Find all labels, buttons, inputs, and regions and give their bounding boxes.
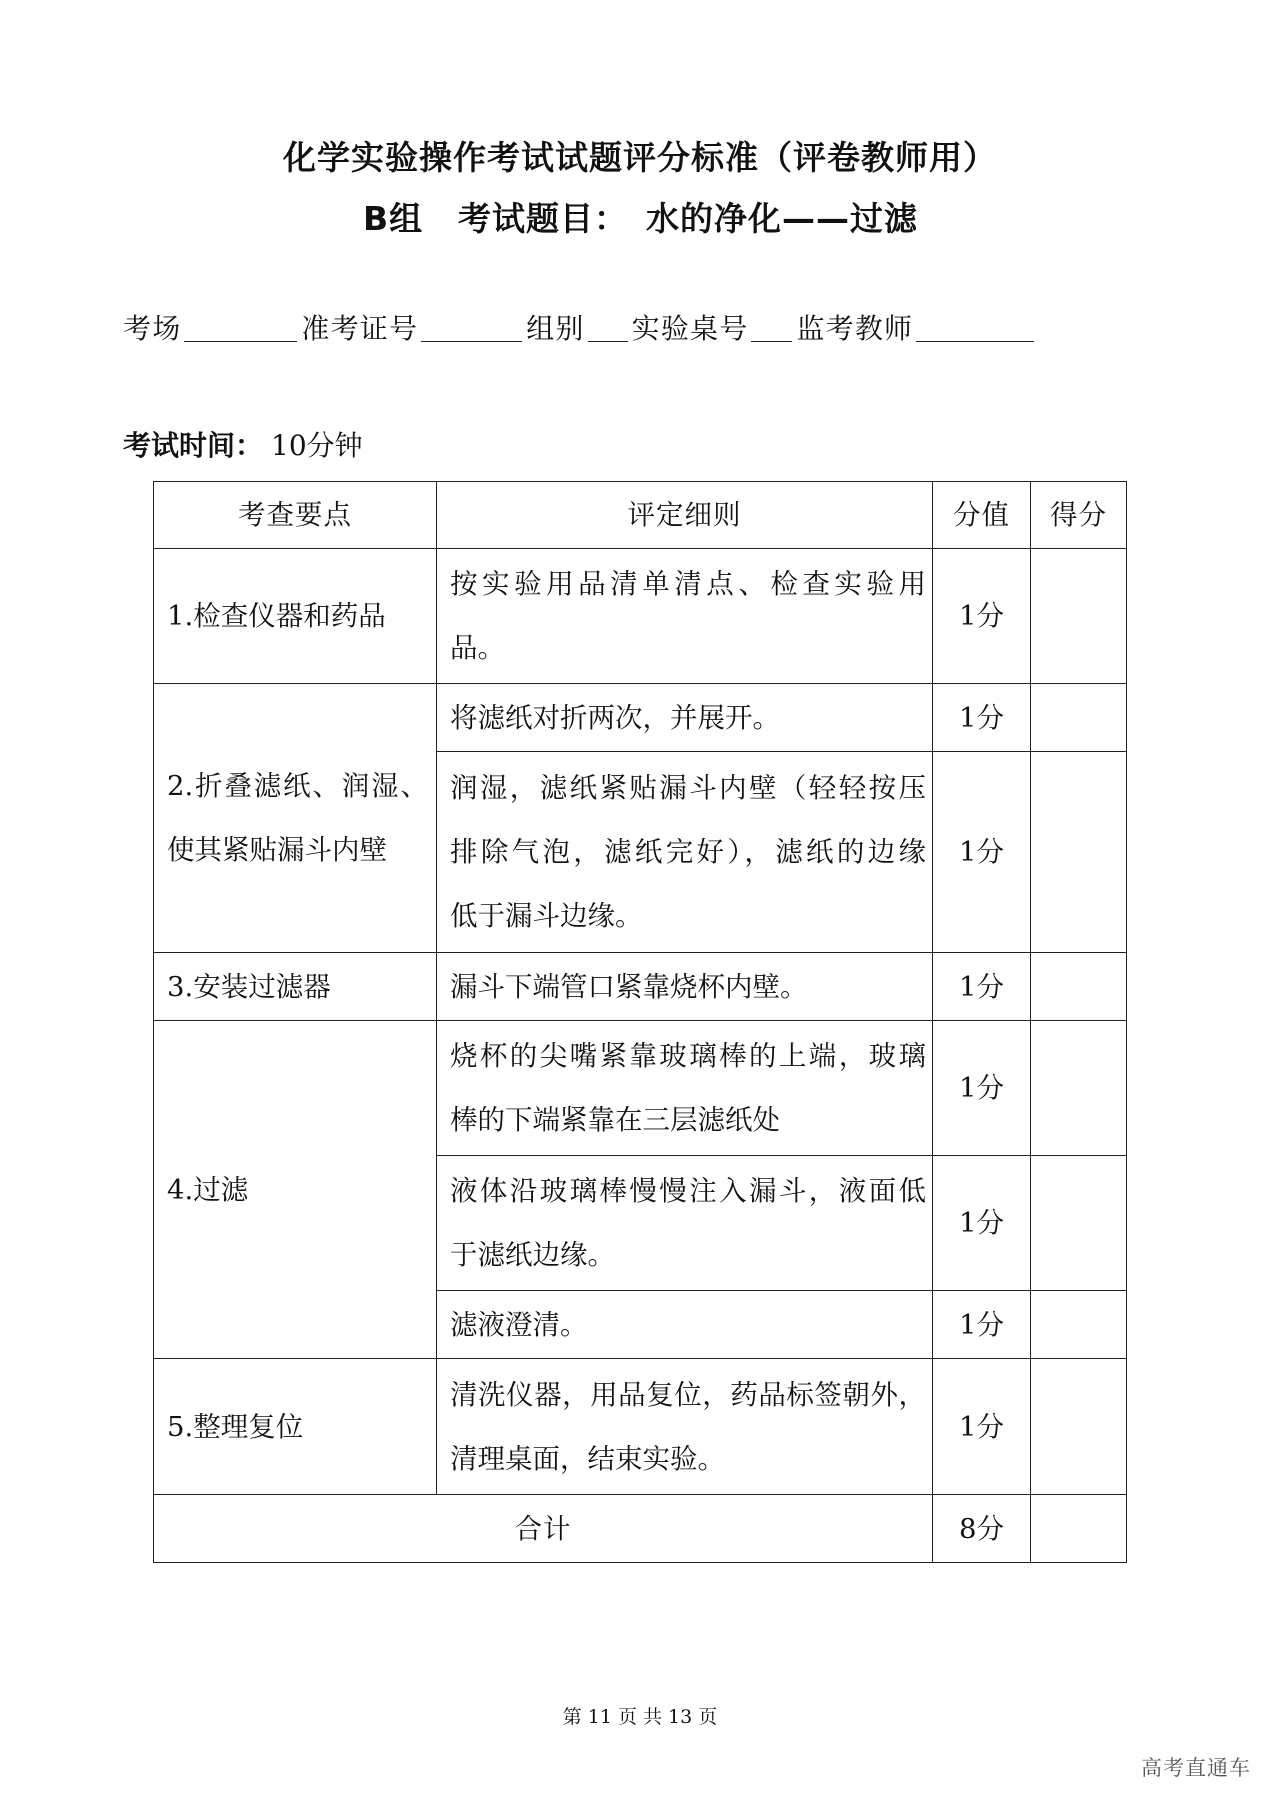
header-check-point: 考查要点 (154, 482, 437, 549)
criteria-line: 润湿，滤纸紧贴漏斗内壁（轻轻按压 (450, 772, 926, 804)
table-row (154, 549, 1127, 684)
criteria-cell (437, 684, 933, 752)
criteria-line: 低于漏斗边缘。 (450, 900, 643, 932)
criteria-cell (437, 1021, 933, 1156)
info-label-proctor: 监考教师 (796, 312, 914, 345)
points-cell: 1分 (933, 549, 1031, 684)
criteria-cell (437, 953, 933, 1021)
criteria-cell (437, 1359, 933, 1495)
info-label-admission-number: 准考证号 (301, 312, 419, 345)
page-number: 第 11 页 共 13 页 (562, 1706, 718, 1728)
table-row (154, 1021, 1127, 1156)
criteria-line: 按实验用品清单清点、检查实验用 (450, 568, 926, 600)
table-row (154, 953, 1127, 1021)
check-point-cell (154, 684, 437, 953)
earned-score-cell (1031, 684, 1127, 752)
points-cell: 1分 (933, 752, 1031, 953)
exam-group: B组 (363, 199, 424, 238)
check-point-cell (154, 549, 437, 684)
criteria-line: 液体沿玻璃棒慢慢注入漏斗，液面低 (450, 1175, 926, 1207)
criteria-cell (437, 1156, 933, 1291)
criteria-line: 清洗仪器，用品复位，药品标签朝外， (450, 1378, 926, 1411)
earned-score-cell (1031, 549, 1127, 684)
criteria-line: 清理桌面，结束实验。 (450, 1442, 725, 1475)
check-point-text: 2.折叠滤纸、润湿、 (167, 770, 428, 802)
criteria-line: 将滤纸对折两次，并展开。 (450, 701, 780, 734)
info-label-bench-number: 实验桌号 (631, 312, 749, 345)
exam-time (123, 427, 363, 465)
earned-score-cell (1031, 1021, 1127, 1156)
exam-time-value: 10分钟 (271, 429, 363, 462)
total-label: 合计 (154, 1495, 933, 1563)
criteria-line: 品。 (450, 632, 505, 664)
earned-score-cell (1031, 752, 1127, 953)
blank-proctor (916, 311, 1034, 342)
table-header-row (154, 482, 1127, 549)
check-point-text: 1.检查仪器和药品 (167, 600, 386, 632)
header-criteria: 评定细则 (437, 482, 933, 549)
criteria-cell (437, 549, 933, 684)
criteria-line: 烧杯的尖嘴紧靠玻璃棒的上端，玻璃 (450, 1040, 926, 1072)
document-subtitle (0, 197, 1280, 241)
blank-bench-number (751, 311, 792, 342)
check-point-text: 3.安装过滤器 (167, 970, 331, 1003)
points-cell: 1分 (933, 1156, 1031, 1291)
criteria-cell (437, 752, 933, 953)
points-cell: 1分 (933, 1021, 1031, 1156)
info-label-group: 组别 (526, 312, 585, 345)
blank-group (588, 311, 628, 342)
criteria-line: 棒的下端紧靠在三层滤纸处 (450, 1104, 780, 1136)
watermark: 高考直通车 (1141, 1756, 1251, 1780)
scoring-table (153, 481, 1127, 1563)
check-point-text: 使其紧贴漏斗内壁 (167, 834, 387, 866)
points-cell: 1分 (933, 684, 1031, 752)
criteria-line: 于滤纸边缘。 (450, 1239, 615, 1271)
criteria-line: 排除气泡，滤纸完好），滤纸的边缘 (450, 836, 926, 868)
candidate-info-line (123, 306, 1038, 346)
check-point-cell (154, 1359, 437, 1495)
criteria-line: 滤液澄清。 (450, 1308, 588, 1341)
exam-topic-label: 考试题目： (458, 199, 628, 238)
header-points: 分值 (933, 482, 1031, 549)
header-earned: 得分 (1031, 482, 1127, 549)
points-cell: 1分 (933, 1291, 1031, 1359)
check-point-text: 5.整理复位 (167, 1410, 304, 1443)
blank-admission-number (421, 311, 522, 342)
table-row (154, 1359, 1127, 1495)
check-point-cell (154, 953, 437, 1021)
exam-topic: 水的净化——过滤 (646, 199, 918, 238)
earned-score-cell (1031, 1156, 1127, 1291)
criteria-cell (437, 1291, 933, 1359)
points-cell: 1分 (933, 953, 1031, 1021)
exam-time-label: 考试时间： (123, 429, 264, 462)
total-points: 8分 (933, 1495, 1031, 1563)
total-row (154, 1495, 1127, 1563)
info-label-exam-room: 考场 (123, 312, 182, 345)
document-title: 化学实验操作考试试题评分标准（评卷教师用） (283, 138, 997, 177)
blank-exam-room (184, 311, 297, 342)
earned-score-cell (1031, 1359, 1127, 1495)
points-cell: 1分 (933, 1359, 1031, 1495)
check-point-cell (154, 1021, 437, 1359)
earned-score-cell (1031, 953, 1127, 1021)
total-earned-cell (1031, 1495, 1127, 1563)
criteria-line: 漏斗下端管口紧靠烧杯内壁。 (450, 970, 808, 1003)
table-row (154, 684, 1127, 752)
check-point-text: 4.过滤 (167, 1173, 249, 1206)
earned-score-cell (1031, 1291, 1127, 1359)
